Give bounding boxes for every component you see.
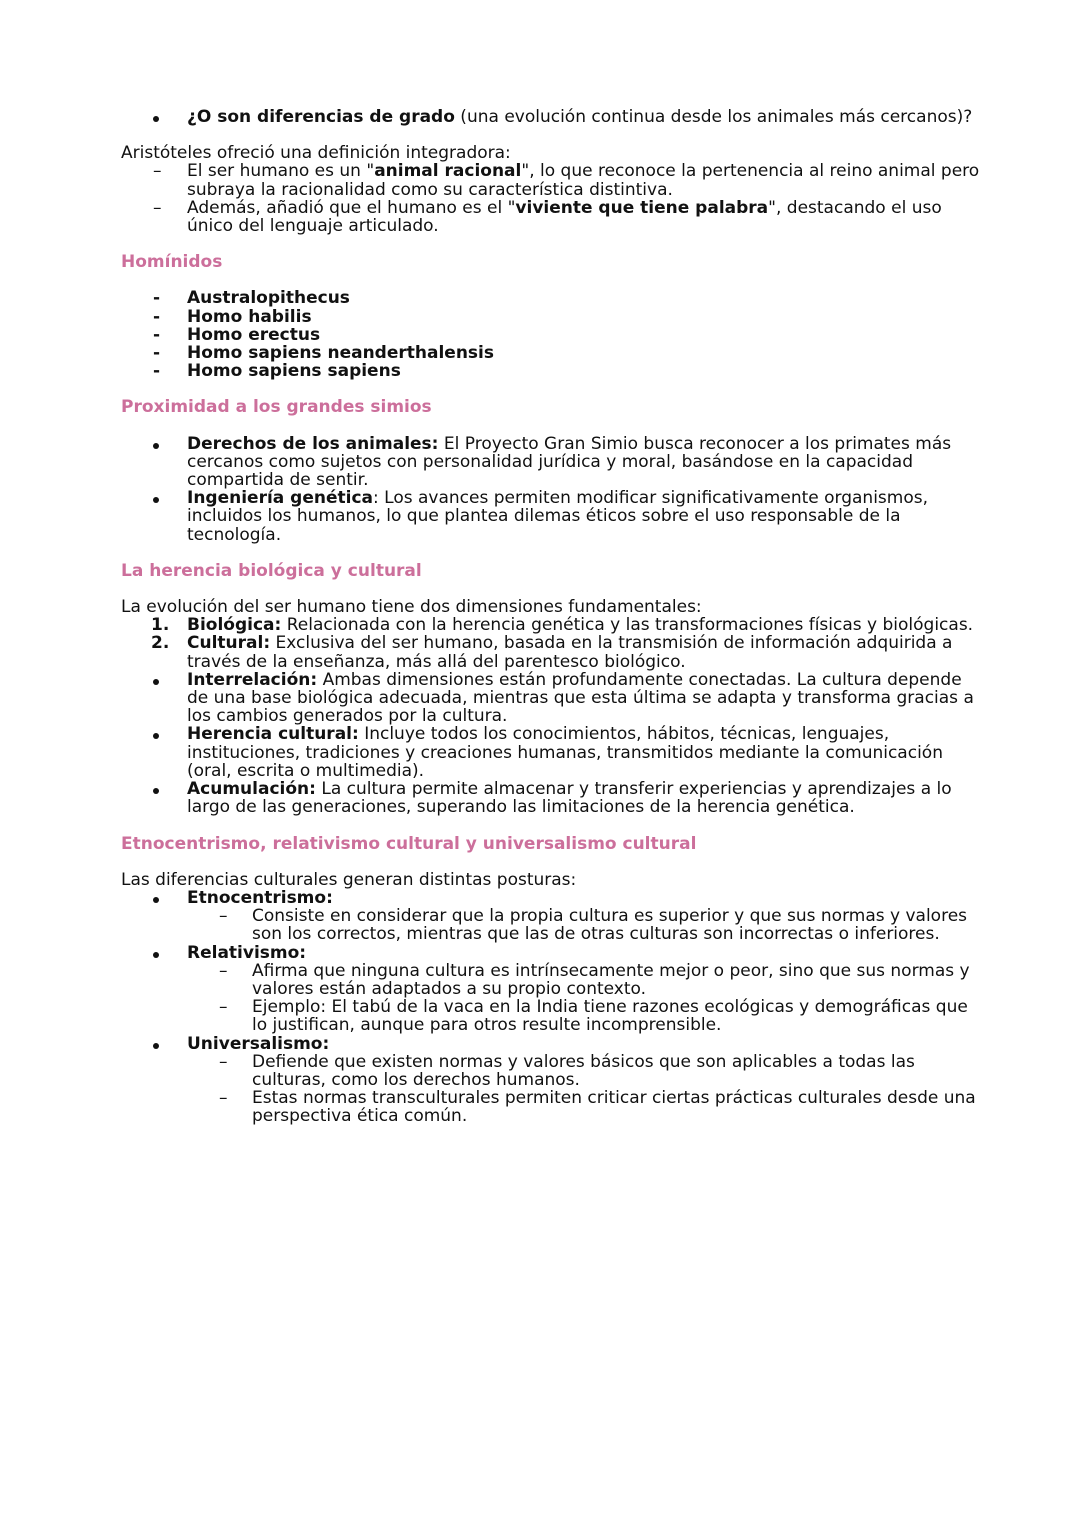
herencia-bullet-item: Acumulación: La cultura permite almacenar y transferir experiencias y aprendizajes a lo largo de las generaciones, superando las limitaciones de la herencia genética.	[121, 780, 981, 816]
hominido-item: - Homo habilis	[153, 306, 312, 327]
etno-sub-item: – Afirma que ninguna cultura es intrínsecamente mejor o peor, sino que sus normas y valores están adaptados a su propio contexto.	[219, 960, 970, 999]
dash-icon: -	[153, 306, 161, 327]
dash-icon: –	[219, 906, 228, 927]
dash-icon: –	[219, 1088, 228, 1109]
dash-icon: -	[153, 288, 161, 309]
herencia-numbered-item: 2. Cultural: Exclusiva del ser humano, basada en la transmisión de información adquirida a través de la enseñanza, más allá del parentesco biológico.	[151, 633, 953, 672]
hominido-item: - Homo sapiens sapiens	[153, 361, 401, 382]
bullet-dot-icon	[153, 889, 177, 907]
etno-sub-item: – Ejemplo: El tabú de la vaca en la India tiene razones ecológicas y demográficas que lo justifican, aunque para otros resulte incomprensible.	[219, 997, 968, 1036]
simios-item: Derechos de los animales: El Proyecto Gran Simio busca reconocer a los primates más cercanos como sujetos con personalidad jurídica y moral, basándose en la capacidad compartida de sentir.	[121, 435, 981, 490]
section-heading-herencia: La herencia biológica y cultural	[121, 560, 422, 581]
intro-item: – Además, añadió que el humano es el "viviente que tiene palabra", destacando el uso único del lenguaje articulado.	[153, 197, 942, 237]
etno-sub-item: – Estas normas transculturales permiten criticar ciertas prácticas culturales desde una perspectiva ética común.	[219, 1088, 976, 1127]
dash-icon: –	[153, 161, 162, 182]
herencia-numbered-item: 1. Biológica: Relacionada con la herencia genética y las transformaciones físicas y biológicas.	[151, 615, 974, 636]
etno-group-title: Universalismo:	[121, 1035, 981, 1053]
bullet-dot-icon	[153, 489, 177, 507]
intro-lead: Aristóteles ofreció una definición integradora:	[121, 143, 511, 164]
bullet-dot-icon	[153, 435, 177, 453]
dash-icon: -	[153, 324, 161, 345]
document-content	[121, 108, 981, 1126]
bullet-dot-icon	[153, 1035, 177, 1053]
herencia-bullet-item: Herencia cultural: Incluye todos los conocimientos, hábitos, técnicas, lenguajes, instituciones, tradiciones y creaciones humanas, transmitidos mediante la comunicación (oral, escrita o multimedia).	[121, 725, 981, 780]
etno-sub-item: – Defiende que existen normas y valores básicos que son aplicables a todas las culturas, como los derechos humanos.	[219, 1051, 915, 1090]
intro-item: – El ser humano es un "animal racional", lo que reconoce la pertenencia al reino animal pero subraya la racionalidad como su característica distintiva.	[153, 161, 980, 200]
dash-icon: -	[153, 343, 161, 364]
simios-item: Ingeniería genética: Los avances permiten modificar significativamente organismos, incluidos los humanos, lo que plantea dilemas éticos sobre el uso responsable de la tecnología.	[121, 489, 981, 544]
bullet-dot-icon	[153, 780, 177, 798]
dash-icon: –	[219, 1051, 228, 1072]
etno-lead: Las diferencias culturales generan distintas posturas:	[121, 869, 577, 890]
etno-group-title: Relativismo:	[121, 944, 981, 962]
hominido-item: - Homo erectus	[153, 324, 321, 345]
bullet-dot-icon	[153, 725, 177, 743]
section-heading-simios: Proximidad a los grandes simios	[121, 397, 432, 418]
section-heading-hominidos: Homínidos	[121, 252, 223, 273]
etno-sub-item: – Consiste en considerar que la propia cultura es superior y que sus normas y valores son los correctos, mientras que las de otras culturas son incorrectas o inferiores.	[219, 906, 968, 945]
hominido-item: - Homo sapiens neanderthalensis	[153, 343, 494, 364]
dash-icon: –	[153, 197, 162, 218]
etno-group-title: Etnocentrismo:	[121, 889, 981, 907]
dash-icon: –	[219, 960, 228, 981]
bullet-dot-icon	[153, 671, 177, 689]
herencia-bullet-item: Interrelación: Ambas dimensiones están profundamente conectadas. La cultura depende de una base biológica adecuada, mientras que esta última se adapta y transforma gracias a los cambios generados por la cultura.	[121, 671, 981, 726]
intro-question-bullet: ¿O son diferencias de grado (una evolución continua desde los animales más cercanos)?	[121, 108, 981, 126]
hominido-item: - Australopithecus	[153, 288, 350, 309]
dash-icon: –	[219, 997, 228, 1018]
dash-icon: -	[153, 361, 161, 382]
section-heading-etnocentrismo: Etnocentrismo, relativismo cultural y universalismo cultural	[121, 833, 697, 854]
herencia-lead: La evolución del ser humano tiene dos dimensiones fundamentales:	[121, 597, 702, 618]
bullet-dot-icon	[153, 108, 177, 126]
bullet-dot-icon	[153, 944, 177, 962]
